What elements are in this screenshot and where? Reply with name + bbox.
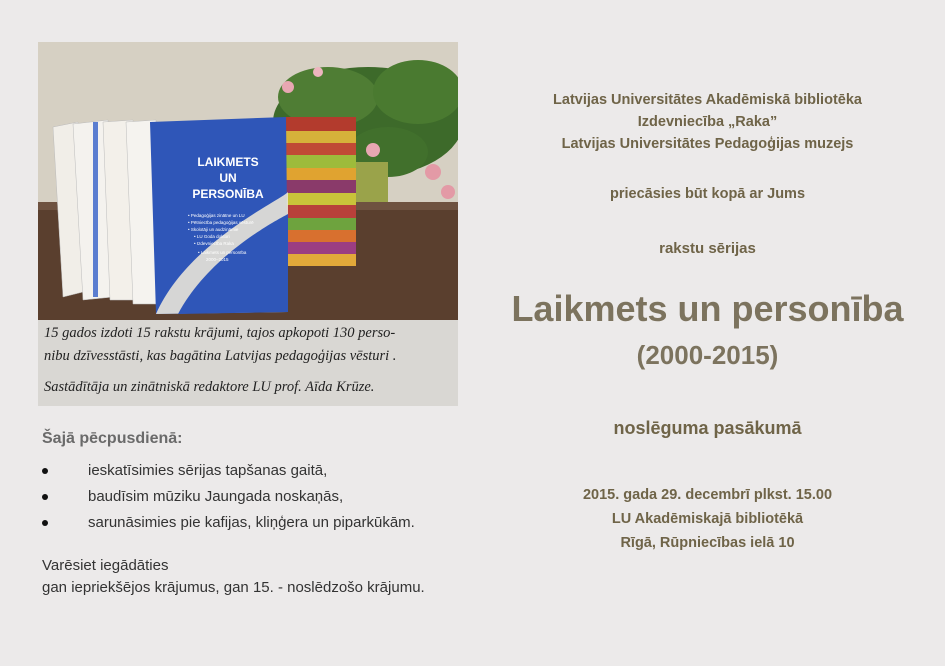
organizer-publisher: Izdevniecība „Raka” <box>637 114 778 130</box>
book-photo <box>38 42 458 320</box>
caption-line2: nibu dzīvesstāsti, kas bagātina Latvijas pedagoģijas vēsturi . <box>44 348 397 364</box>
book-title-line3: PERSONĪBA <box>192 187 264 201</box>
book-contents-3: • LU Goda doktori <box>194 234 230 239</box>
series-label: rakstu sērijas <box>659 240 756 257</box>
book-contents-0: • Pedagoģijas zinātne un LU <box>188 213 245 218</box>
purchase-note <box>42 555 425 599</box>
standing-books <box>53 120 158 304</box>
book-contents-2: • Skolotāji un audzināmie <box>188 227 239 232</box>
event-place: LU Akadēmiskajā bibliotēkā <box>611 511 804 527</box>
book-stack <box>283 117 356 266</box>
book-contents-4: • Izdevniecība Raka <box>194 241 234 246</box>
activity-list <box>42 458 415 536</box>
list-item-label: ieskatīsimies sērijas tapšanas gaitā, <box>88 462 328 479</box>
bullet-icon <box>42 520 48 526</box>
list-item <box>42 458 415 484</box>
list-item <box>42 484 415 510</box>
book-title-line1: LAIKMETS <box>197 155 259 169</box>
event-address: Rīgā, Rūpniecības ielā 10 <box>620 535 795 551</box>
organizers <box>470 89 945 155</box>
list-item <box>42 510 415 536</box>
series-years: (2000-2015) <box>636 340 779 370</box>
caption-line1: 15 gados izdoti 15 rakstu krājumi, tajos apkopoti 130 perso- <box>44 325 396 341</box>
caption-credit: Sastādītāja un zinātniskā redaktore LU prof. Aīda Krūze. <box>44 379 375 395</box>
afternoon-heading: Šajā pēcpusdienā: <box>42 430 183 447</box>
bullet-icon <box>42 494 48 500</box>
series-title: Laikmets un personība <box>511 288 904 329</box>
invite-text: priecāsies būt kopā ar Jums <box>609 186 806 202</box>
organizer-museum: Latvijas Universitātes Pedagoģijas muzejs <box>561 136 854 152</box>
book-contents-1: • Pētniecība pedagoģijas vēsturē <box>188 220 254 225</box>
photo-caption <box>38 320 458 406</box>
list-item-label: baudīsim mūziku Jaungada noskaņās, <box>88 488 344 505</box>
event-date: 2015. gada 29. decembrī plkst. 15.00 <box>582 487 833 503</box>
purchase-line2: gan iepriekšējos krājumus, gan 15. - noslēdzošo krājumu. <box>42 579 425 596</box>
bullet-icon <box>42 468 48 474</box>
book-contents-6: 2000–2015 <box>206 257 229 262</box>
book-contents-5: • Laikmets un personība <box>198 250 247 255</box>
list-item-label: sarunāsimies pie kafijas, kliņģera un piparkūkām. <box>88 514 415 531</box>
event-label: noslēguma pasākumā <box>613 418 802 438</box>
book-title-line2: UN <box>219 171 237 185</box>
event-details <box>470 483 945 555</box>
organizer-library: Latvijas Universitātes Akadēmiskā bibliotēka <box>553 92 862 108</box>
purchase-line1: Varēsiet iegādāties <box>42 557 169 574</box>
